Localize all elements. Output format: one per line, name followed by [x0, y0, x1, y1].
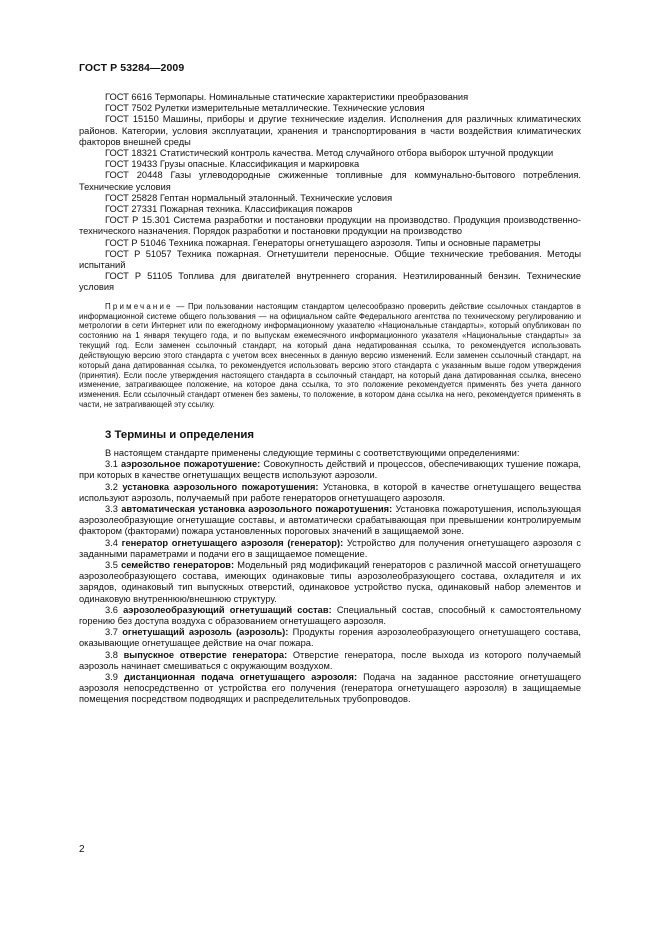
reference-item: ГОСТ 25828 Гептан нормальный эталонный. Технические условия	[105, 192, 393, 203]
reference-item: ГОСТ 7502 Рулетки измерительные металлические. Технические условия	[105, 103, 425, 114]
normative-references-list	[79, 92, 581, 294]
term-name: дистанционная подача огнетушащего аэрозоля:	[123, 672, 358, 682]
reference-item: ГОСТ 19433 Грузы опасные. Классификация и маркировка	[105, 159, 360, 170]
term-number: 3.8	[105, 649, 118, 660]
term-text: Специальный состав, способный к самостоятельному горению без доступа воздуха с образованием огнетушащего аэрозоля.	[79, 604, 582, 626]
term-definition	[79, 538, 581, 560]
term-text: Установка, в которой в качестве огнетушащего вещества используют аэрозоль, получаемый при работе генераторов огнетушащего аэрозоля.	[79, 481, 582, 503]
term-name: огнетушащий аэрозоль (аэрозоль):	[122, 627, 289, 638]
term-definition	[79, 482, 581, 504]
term-number: 3.4	[105, 537, 118, 548]
term-name: аэрозолеобразующий огнетушащий состав:	[123, 604, 332, 615]
term-name: установка аэрозольного пожаротушения:	[122, 481, 319, 492]
term-text: Установка пожаротушения, использующая аэрозолеобразующие огнетушащие составы, и автоматически срабатывающая при превышении контролируемым фактором (факторами) пожара установленных пороговых значений в защищаемой зоне.	[79, 503, 581, 537]
term-text: Продукты горения аэрозолеобразующего огнетушащего состава, оказывающие огнетушащее действие на очаг пожара.	[79, 627, 581, 649]
reference-item: ГОСТ 6616 Термопары. Номинальные статические характеристики преобразования	[105, 92, 469, 102]
note-dash: —	[172, 301, 189, 311]
section-intro: В настоящем стандарте применены следующие термины с соответствующими определениями:	[105, 447, 520, 458]
term-definition	[79, 560, 581, 605]
term-text: Модельный ряд модификаций генераторов с различной массой огнетушащего аэрозолеобразующего состава, имеющих одинаковые типы аэрозолеобразующего состава, охладителя и их зарядов, одинаковый тип выпускных отверстий, одинаковое устройство пуска, одинаковый набор элементов и одинаковую внутреннюю/внешнюю структуру.	[79, 559, 581, 604]
reference-item: ГОСТ Р 51057 Техника пожарная. Огнетушители переносные. Общие технические требования. Методы испытаний	[79, 248, 581, 271]
reference-item: ГОСТ 20448 Газы углеводородные сжиженные топливные для коммунально-бытового потребления. Технические условия	[79, 170, 581, 192]
term-number: 3.6	[105, 604, 118, 615]
reference-item: ГОСТ 15150 Машины, приборы и другие технические изделия. Исполнения для различных климатических районов. Категории, условия эксплуатации, хранения и транспортирования в части воздействия климатических факторов внешней среды	[79, 114, 581, 147]
term-text: Подача на заданное расстояние огнетушащего аэрозоля непосредственно от устройства его получения (генератора огнетушащего аэрозоля) в защищаемые помещения посредством подводящих и распределительных трубопроводов.	[79, 672, 581, 705]
document-body	[79, 92, 581, 706]
term-text: Совокупность действий и процессов, обеспечивающих тушение пожара, при которых в качестве огнетушащих веществ используют аэрозоли.	[79, 459, 581, 481]
reference-item: ГОСТ Р 15.301 Система разработки и постановки продукции на производство. Продукция производственно-технического назначения. Порядок разработки и постановки продукции на производство	[79, 215, 581, 237]
term-name: выпускное отверстие генератора:	[123, 649, 288, 660]
term-text: Отверстие генератора, после выхода из которого получаемый аэрозоль начинает смешиваться с окружающим воздухом.	[79, 649, 581, 671]
term-number: 3.5	[105, 559, 118, 570]
term-definition	[79, 504, 581, 538]
term-text: Устройство для получения огнетушащего аэрозоля с заданными параметрами и подачи его в защищаемое помещение.	[79, 537, 581, 559]
document-header: ГОСТ Р 53284—2009	[79, 62, 185, 74]
reference-item: ГОСТ 27331 Пожарная техника. Классификация пожаров	[105, 204, 353, 215]
term-definition	[79, 672, 581, 706]
section-title: 3 Термины и определения	[105, 428, 255, 441]
term-name: семейство генераторов:	[121, 559, 235, 570]
term-definition	[79, 605, 581, 627]
note-text: При пользовании настоящим стандартом целесообразно проверить действие ссылочных стандартов в информационной системе общего пользования — на официальном сайте Федерального агентства по техническому регулированию и метрологии в сети Интернет или по ежегодному информационному указателю «Национальные стандарты», который опубликован по состоянию на 1 января текущего года, и по выпускам ежемесячного информационного указателя «Национальные стандарты» за текущий год. Если заменен ссылочный стандарт, на который дана недатированная ссылка, то рекомендуется использовать действующую версию этого стандарта с учетом всех внесенных в данную версию изменений. Если заменен ссылочный стандарт, на который дана датированная ссылка, то рекомендуется использовать версию этого стандарта с указанным выше годом утверждения (принятия). Если после утверждения настоящего стандарта в ссылочный стандарт, на который дана датированная ссылка, внесено изменение, затрагивающее положение, на которое дана ссылка, то это положение рекомендуется применять без учета данного изменения. Если ссылочный стандарт отменен без замены, то положение, в котором дана ссылка на него, рекомендуется применять в части, не затрагивающей эту ссылку.	[79, 301, 581, 410]
term-name: генератор огнетушащего аэрозоля (генератор):	[121, 537, 344, 548]
term-name: автоматическая установка аэрозольного пожаротушения:	[121, 503, 393, 514]
term-number: 3.3	[105, 503, 118, 514]
term-definition	[79, 650, 581, 672]
reference-item: ГОСТ Р 51046 Техника пожарная. Генераторы огнетушащего аэрозоля. Типы и основные параметры	[105, 237, 541, 248]
term-name: аэрозольное пожаротушение:	[121, 459, 261, 470]
reference-note	[79, 302, 581, 410]
note-paragraph	[79, 302, 581, 410]
term-number: 3.2	[105, 481, 118, 492]
term-definition	[79, 627, 581, 649]
term-number: 3.9	[105, 672, 118, 682]
terms-list	[79, 459, 581, 705]
term-number: 3.1	[105, 459, 118, 470]
reference-item: ГОСТ 18321 Статистический контроль качества. Метод случайного отбора выборок штучной продукции	[105, 148, 554, 159]
term-number: 3.7	[105, 627, 118, 638]
page-number: 2	[79, 844, 85, 855]
note-label: Примечание	[105, 301, 173, 311]
reference-item: ГОСТ Р 51105 Топлива для двигателей внутреннего сгорания. Неэтилированный бензин. Технические условия	[79, 271, 581, 293]
term-definition	[79, 459, 581, 481]
